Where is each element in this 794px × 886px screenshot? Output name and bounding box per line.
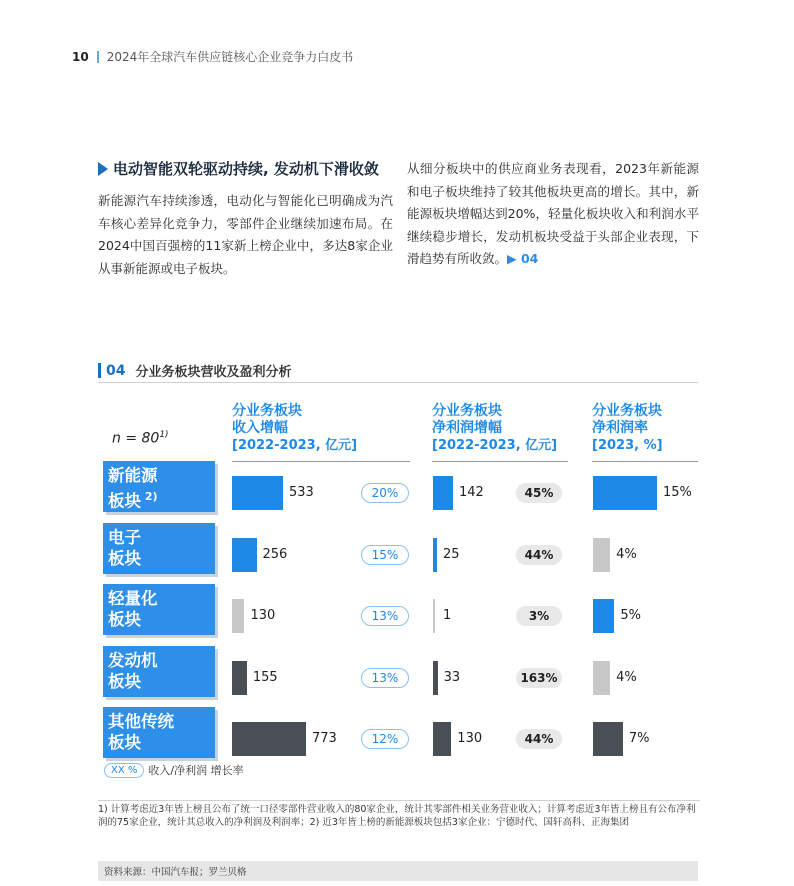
sample-size-label: $n = 80^{1)}$ <box>112 430 169 447</box>
revenue-bar <box>232 599 244 633</box>
profit-growth-pill: 163% <box>516 668 562 688</box>
revenue-growth-pill: 13% <box>361 668 409 688</box>
page-number: 10 <box>72 49 89 64</box>
revenue-bar <box>232 476 283 510</box>
revenue-value-label: 256 <box>262 546 288 562</box>
header-separator <box>97 51 99 63</box>
category-label: 电子 板块 <box>103 523 215 574</box>
legend-growth-pill: XX % <box>104 763 144 778</box>
revenue-growth-pill: 12% <box>361 729 409 749</box>
profit-value-label: 33 <box>443 669 461 685</box>
margin-bar <box>593 661 610 695</box>
profit-bar <box>433 538 437 572</box>
category-label: 发动机 板块 <box>103 646 215 697</box>
revenue-value-label: 155 <box>252 669 278 685</box>
margin-value-label: 7% <box>628 730 650 746</box>
margin-bar <box>593 722 623 756</box>
profit-bar <box>433 599 435 633</box>
revenue-bar <box>232 538 257 572</box>
legend-text: 收入/净利润 增长率 <box>148 764 244 777</box>
margin-value-label: 4% <box>616 546 637 562</box>
profit-value-label: 130 <box>457 730 483 746</box>
column-header-profit: 分业务板块 净利润增幅 [2022-2023, 亿元] <box>432 403 558 453</box>
left-paragraph: 新能源汽车持续渗透，电动化与智能化已明确成为汽车核心差异化竞争力，零部件企业继续加速布局。在2024中国百强榜的11家新上榜企业中，多达8家企业从事新能源或电子板块。 <box>98 193 393 276</box>
figure-header <box>98 359 698 383</box>
revenue-bar <box>232 661 247 695</box>
column-divider-profit <box>432 461 568 462</box>
profit-value-label: 1 <box>443 607 452 623</box>
revenue-growth-pill: 15% <box>361 545 409 565</box>
margin-bar <box>593 599 614 633</box>
revenue-value-label: 773 <box>312 730 337 746</box>
figure-reference-link[interactable]: ▶ 04 <box>507 251 539 266</box>
profit-growth-pill: 3% <box>516 606 562 626</box>
right-paragraph-text: 从细分板块中的供应商业务表现看，2023年新能源和电子板块维持了较其他板块更高的增长。其中，新能源板块增幅达到20%，轻量化板块收入和利润水平继续稳步增长，发动机板块受益于头部企业表现，下滑趋势有所收敛。 <box>407 161 699 266</box>
margin-value-label: 15% <box>663 484 692 500</box>
right-paragraph <box>407 158 699 271</box>
margin-value-label: 5% <box>620 607 641 623</box>
column-divider-revenue <box>232 461 410 462</box>
revenue-bar <box>232 722 306 756</box>
section-title <box>98 158 379 179</box>
document-title: 2024年全球汽车供应链核心企业竞争力白皮书 <box>106 50 354 64</box>
margin-value-label: 4% <box>616 669 637 685</box>
column-divider-margin <box>592 461 698 462</box>
section-title-text: 电动智能双轮驱动持续, 发动机下滑收敛 <box>113 160 379 178</box>
profit-bar <box>433 722 451 756</box>
page-header <box>72 48 353 65</box>
profit-bar <box>433 476 453 510</box>
profit-bar <box>433 661 438 695</box>
profit-value-label: 142 <box>459 484 484 500</box>
profit-growth-pill: 44% <box>516 545 562 565</box>
margin-bar <box>593 476 657 510</box>
revenue-growth-pill: 20% <box>361 483 409 503</box>
revenue-value-label: 130 <box>250 607 276 623</box>
figure-number: 04 <box>106 362 126 379</box>
revenue-value-label: 533 <box>289 484 314 500</box>
figure-title: 分业务板块营收及盈利分析 <box>135 365 292 380</box>
revenue-growth-pill: 13% <box>361 606 409 626</box>
footnote: 1) 计算考虑近3年皆上榜且公布了统一口径零部件营业收入的80家企业，统计其零部件相关业务营业收入；计算考虑近3年皆上榜且有公布净利润的75家企业，统计其总收入的净利润及利润率；2) 近3年皆上榜的新能源板块包括3家企业：宁德时代、国轩高科、正海集团 <box>98 800 700 829</box>
profit-growth-pill: 45% <box>516 483 562 503</box>
column-header-revenue: 分业务板块 收入增幅 [2022-2023, 亿元] <box>232 403 358 453</box>
profit-value-label: 25 <box>443 546 460 562</box>
column-header-margin: 分业务板块 净利润率 [2023, %] <box>592 403 663 453</box>
figure-accent-bar <box>98 363 101 378</box>
source-line: 资料来源：中国汽车报；罗兰贝格 <box>98 861 698 881</box>
triangle-marker-icon <box>98 162 108 176</box>
category-label: 轻量化 板块 <box>103 584 215 635</box>
profit-growth-pill: 44% <box>516 729 562 749</box>
category-label: 新能源 板块 $^{2)}$ <box>103 461 215 512</box>
margin-bar <box>593 538 610 572</box>
category-label: 其他传统 板块 <box>103 707 215 758</box>
chart-legend <box>104 762 244 778</box>
